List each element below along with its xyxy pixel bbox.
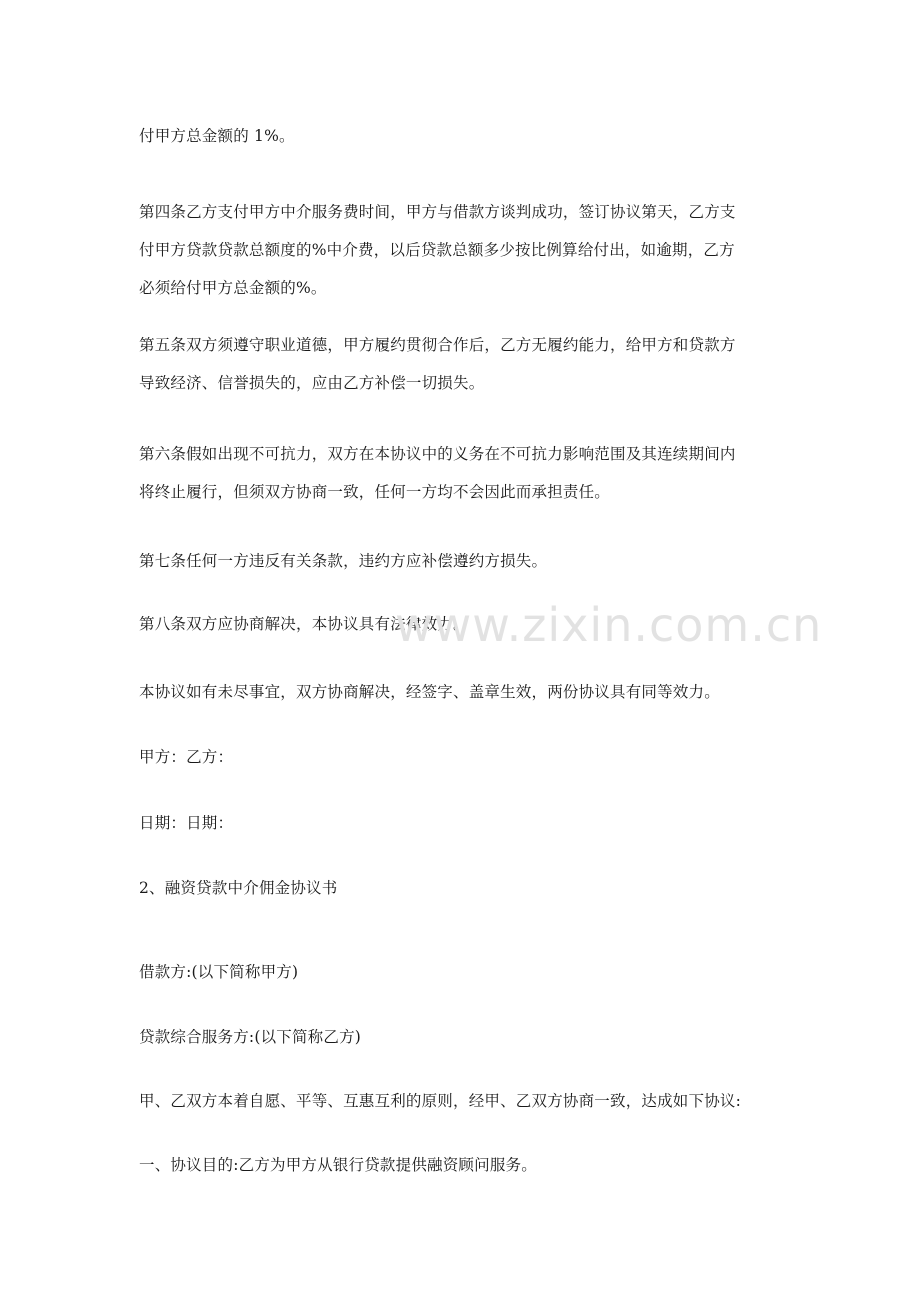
text-line: 第四条乙方支付甲方中介服务费时间，甲方与借款方谈判成功，签订协议第天，乙方支 [139, 203, 736, 221]
text-line: 贷款综合服务方:(以下简称乙方) [139, 1028, 362, 1046]
paragraph-purpose [139, 1146, 784, 1184]
section-heading [139, 869, 784, 907]
paragraph-article-4 [139, 193, 784, 307]
party-borrower [139, 953, 784, 991]
text-line: 甲、乙双方本着自愿、平等、互惠互利的原则，经甲、乙双方协商一致，达成如下协议: [139, 1092, 742, 1110]
text-line: 2、融资贷款中介佣金协议书 [139, 879, 338, 897]
text-line: 甲方：乙方： [139, 748, 234, 766]
text-line: 必须给付甲方总金额的%。 [139, 279, 327, 297]
text-line: 付甲方贷款贷款总额度的%中介费，以后贷款总额多少按比例算给付出，如逾期，乙方 [139, 241, 735, 259]
text-line: 本协议如有未尽事宜，双方协商解决，经签字、盖章生效，两份协议具有同等效力。 [139, 683, 720, 701]
signature-dates [139, 804, 784, 842]
paragraph-article-7 [139, 542, 784, 580]
paragraph-article-5 [139, 326, 784, 402]
text-line: 第五条双方须遵守职业道德，甲方履约贯彻合作后，乙方无履约能力，给甲方和贷款方 [139, 336, 736, 354]
text-line: 第六条假如出现不可抗力，双方在本协议中的义务在不可抗力影响范围及其连续期间内 [139, 445, 736, 463]
text-line: 导致经济、信誉损失的，应由乙方补偿一切损失。 [139, 374, 485, 392]
paragraph-article-6 [139, 435, 784, 511]
paragraph-preamble [139, 1082, 784, 1120]
signature-parties [139, 738, 784, 776]
text-line: 付甲方总金额的 1%。 [139, 127, 295, 145]
text-line: 第七条任何一方违反有关条款，违约方应补偿遵约方损失。 [139, 552, 548, 570]
paragraph-article-8 [139, 605, 784, 643]
text-line: 第八条双方应协商解决，本协议具有法律效力。 [139, 615, 469, 633]
party-service-provider [139, 1018, 784, 1056]
text-line: 一、协议目的:乙方为甲方从银行贷款提供融资顾问服务。 [139, 1156, 537, 1174]
watermark: www.zixin.com.cn [395, 598, 823, 652]
text-line: 将终止履行，但须双方协商一致，任何一方均不会因此而承担责任。 [139, 483, 611, 501]
paragraph-fee-percentage [139, 117, 784, 155]
text-line: 借款方:(以下简称甲方) [139, 963, 299, 981]
text-line: 日期：日期： [139, 814, 234, 832]
paragraph-closing [139, 673, 784, 711]
